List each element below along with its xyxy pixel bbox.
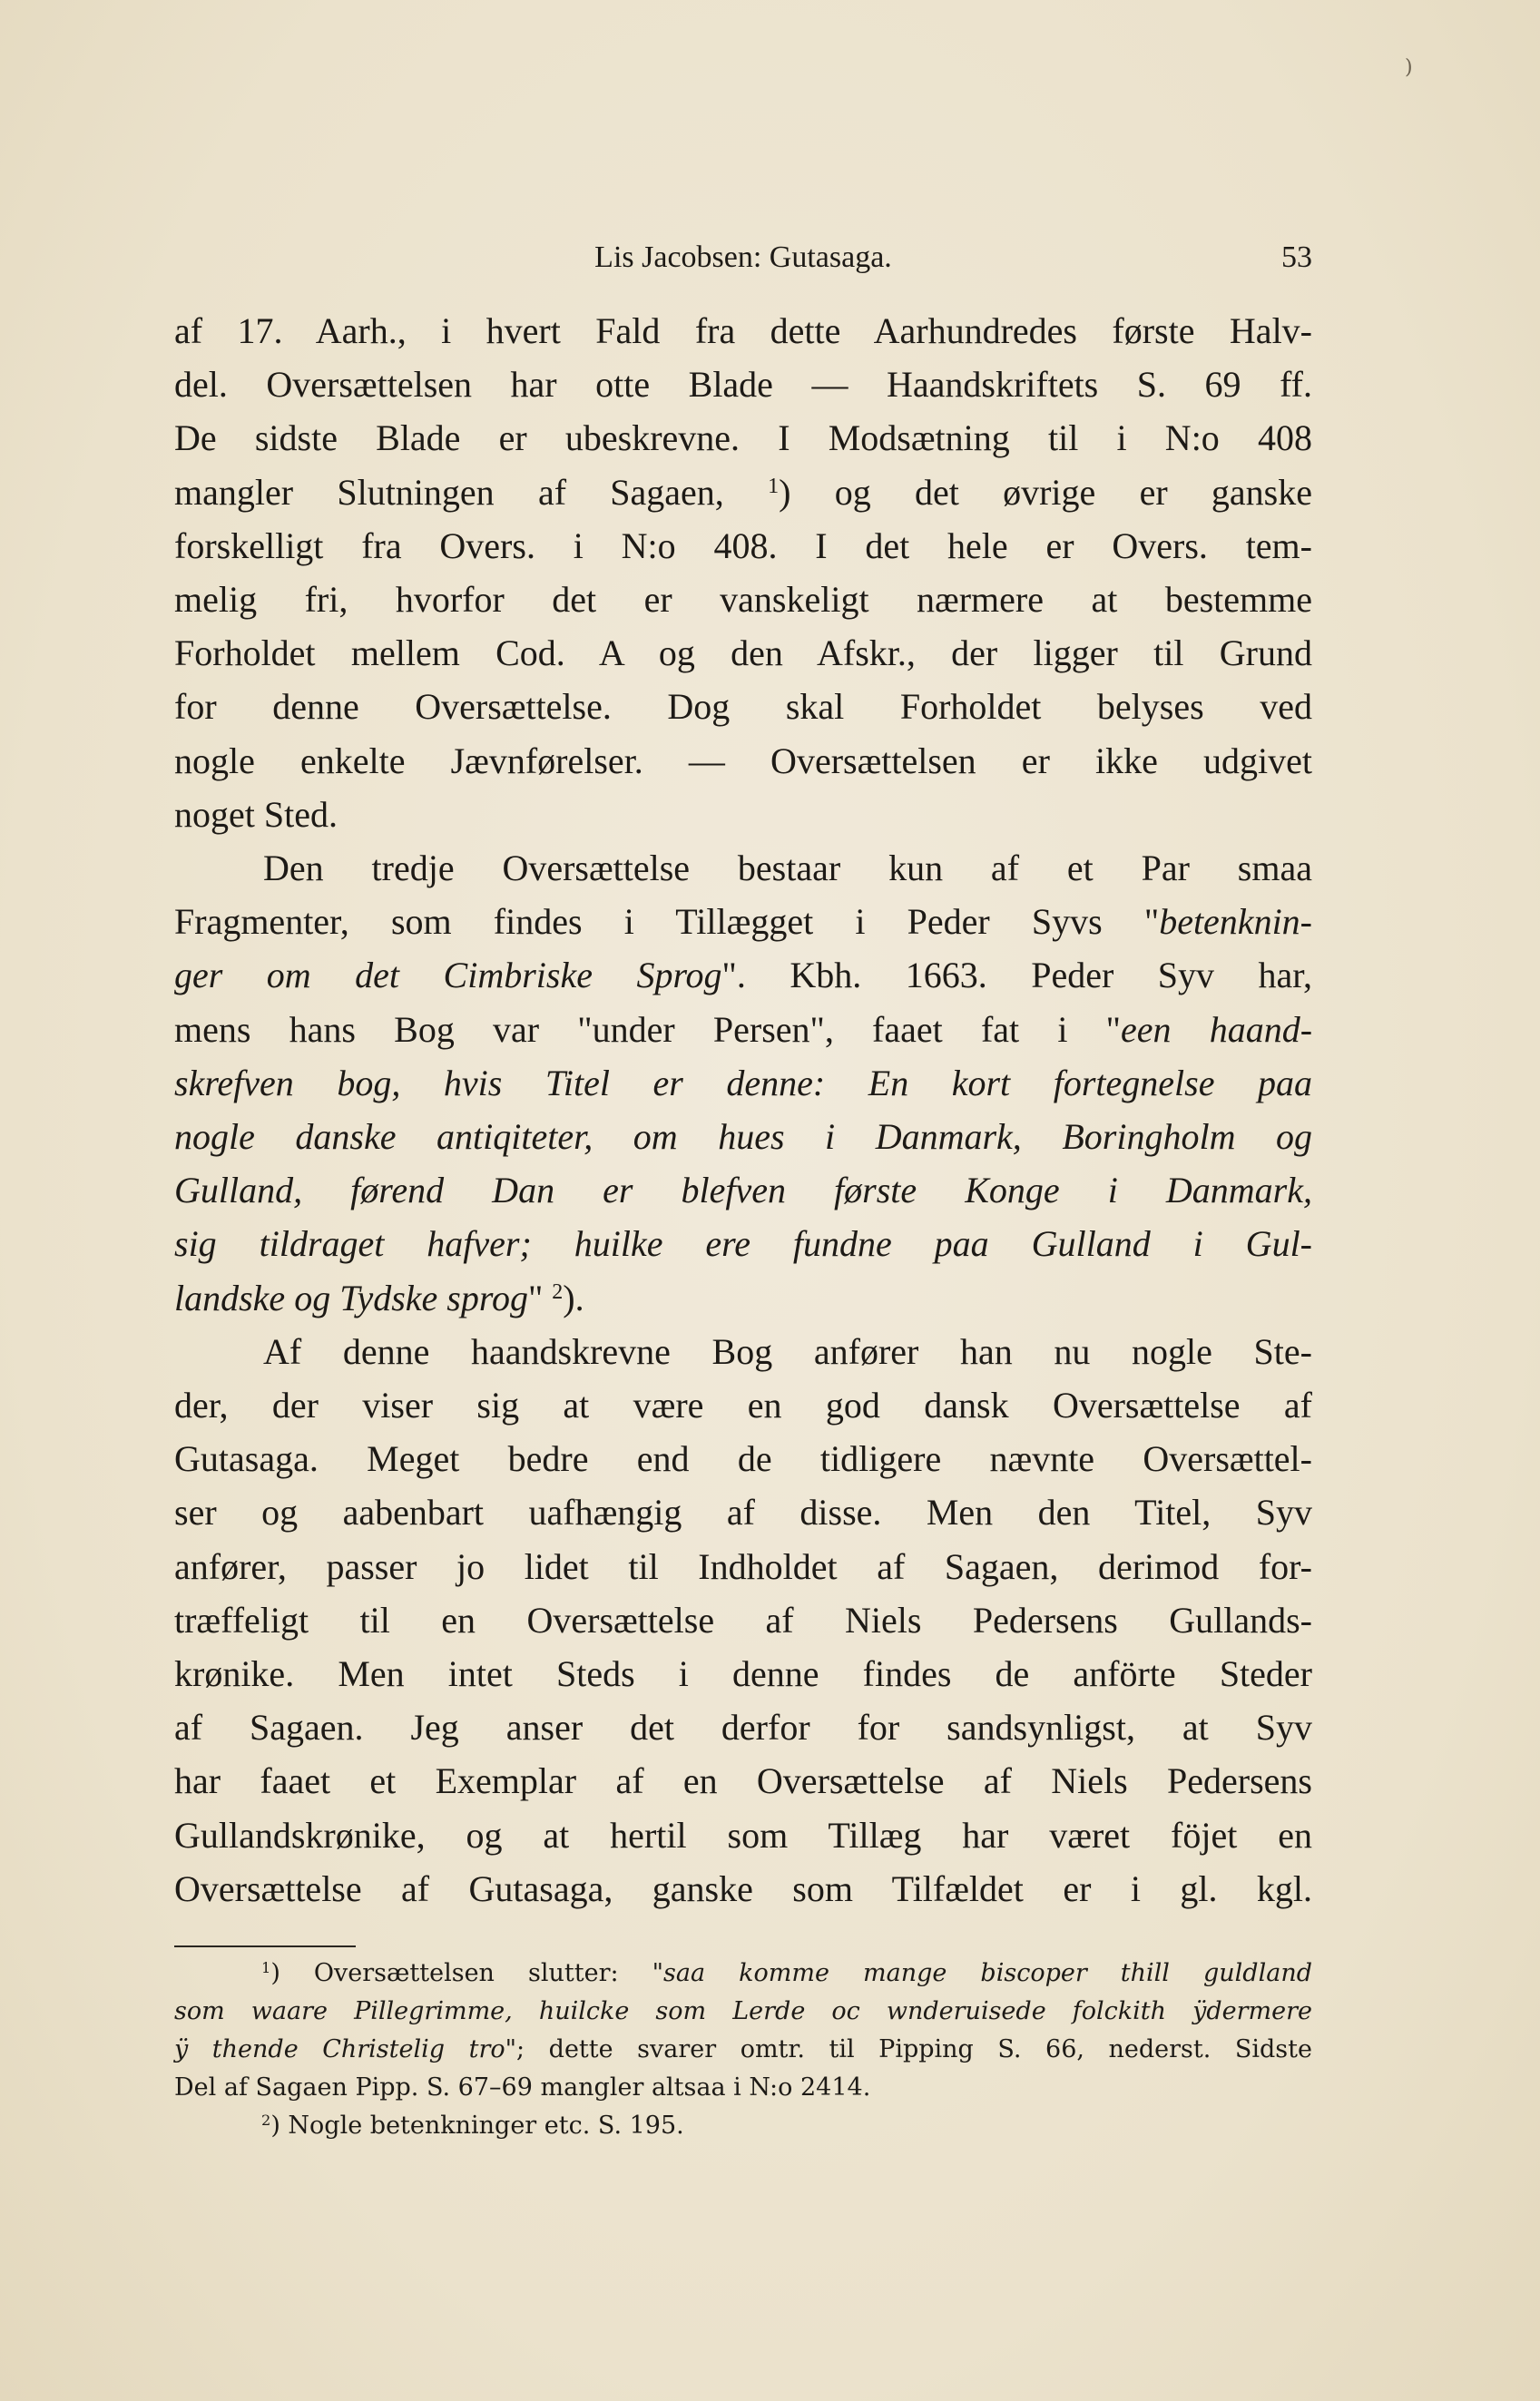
footnote-1: $^1$) Oversættelsen slutter: "saa komme mange biscoper thill guldland — [261, 1959, 1312, 1987]
text-line: Af denne haandskrevne Bog anfører han nu nogle Ste- — [263, 1330, 1312, 1372]
text-line: Forholdet mellem Cod. A og den Afskr., der ligger til Grund — [174, 632, 1312, 674]
text-line: træffeligt til en Oversættelse af Niels Pedersens Gullands- — [174, 1599, 1312, 1641]
running-header — [174, 240, 1312, 295]
text-line: ger om det Cimbriske Sprog". Kbh. 1663. Peder Syv har, — [174, 955, 1312, 996]
text-line: for denne Oversættelse. Dog skal Forholdet belyses ved — [174, 686, 1312, 728]
text-line: nogle danske antiqiteter, om hues i Danmark, Boringholm og — [174, 1116, 1312, 1158]
text-line: Gulland, førend Dan er blefven første Konge i Danmark, — [174, 1170, 1312, 1211]
text-line: del. Oversættelsen har otte Blade — Haandskriftets S. 69 ff. — [174, 364, 1312, 406]
text-line: melig fri, hvorfor det er vanskeligt nærmere at bestemme — [174, 579, 1312, 621]
text-line: Gutasaga. Meget bedre end de tidligere nævnte Oversættel- — [174, 1438, 1312, 1480]
text-line: krønike. Men intet Steds i denne findes de anförte Steder — [174, 1653, 1312, 1695]
text-line: Den tredje Oversættelse bestaar kun af et Par smaa — [263, 848, 1312, 889]
text-line: Fragmenter, som findes i Tillægget i Peder Syvs "betenknin- — [174, 901, 1312, 943]
footnote-ref: 1 — [768, 474, 780, 498]
footnotes — [174, 1955, 1312, 2145]
text-line: mens hans Bog var "under Persen", faaet fat i "een haand- — [174, 1008, 1313, 1050]
text-line: har faaet et Exemplar af en Oversættelse af Niels Pedersens — [174, 1760, 1312, 1802]
text-line: ser og aabenbart uafhængig af disse. Men den Titel, Syv — [174, 1492, 1312, 1534]
text-line: forskelligt fra Overs. i N:o 408. I det hele er Overs. tem- — [174, 524, 1312, 566]
text-line: af 17. Aarh., i hvert Fald fra dette Aarhundredes første Halv- — [174, 310, 1312, 351]
paragraph-3 — [174, 1325, 1312, 1916]
paragraph-1 — [174, 304, 1312, 841]
text-line: af Sagaen. Jeg anser det derfor for sandsynligst, at Syv — [174, 1707, 1312, 1749]
footnote-line: ÿ thende Christelig tro"; dette svarer omtr. til Pipping S. 66, nederst. Sidste — [174, 2035, 1312, 2063]
text-line: Gullandskrønike, og at hertil som Tillæg har været föjet en — [174, 1814, 1312, 1856]
page-number: 53 — [1281, 240, 1312, 274]
text-line: der, der viser sig at være en god dansk Oversættelse af — [174, 1385, 1312, 1426]
text-line: De sidste Blade er ubeskrevne. I Modsætning til i N:o 408 — [174, 417, 1312, 459]
text-line: mangler Slutningen af Sagaen, $^1$) og det øvrige er ganske — [174, 471, 1312, 513]
footnote-2: $^2$) Nogle betenkninger etc. S. 195. — [261, 2112, 684, 2140]
text-line: sig tildraget hafver; huilke ere fundne paa Gulland i Gul- — [174, 1223, 1312, 1265]
text-line: skrefven bog, hvis Titel er denne: En kort fortegnelse paa — [174, 1062, 1312, 1103]
running-title: Lis Jacobsen: Gutasaga. — [594, 240, 892, 274]
paragraph-2 — [174, 841, 1312, 1325]
footnote-line: Del af Sagaen Pipp. S. 67–69 mangler altsaa i N:o 2414. — [174, 2073, 871, 2102]
text-line: noget Sted. — [174, 793, 338, 835]
text-line: nogle enkelte Jævnførelser. — Oversættelsen er ikke udgivet — [174, 740, 1312, 781]
text-line: Oversættelse af Gutasaga, ganske som Tilfældet er i gl. kgl. — [174, 1867, 1312, 1909]
text-line: landske og Tydske sprog" $^2$). — [174, 1277, 584, 1318]
footnote-rule — [174, 1945, 356, 1947]
main-text — [174, 304, 1312, 1916]
footnote-line: som waare Pillegrimme, huilcke som Lerde oc wnderuisede folckith ÿdermere — [174, 1997, 1312, 2025]
text-line: anfører, passer jo lidet til Indholdet af Sagaen, derimod for- — [174, 1545, 1312, 1587]
footnote-ref: 2 — [552, 1279, 564, 1304]
edge-mark: ) — [1405, 56, 1413, 79]
